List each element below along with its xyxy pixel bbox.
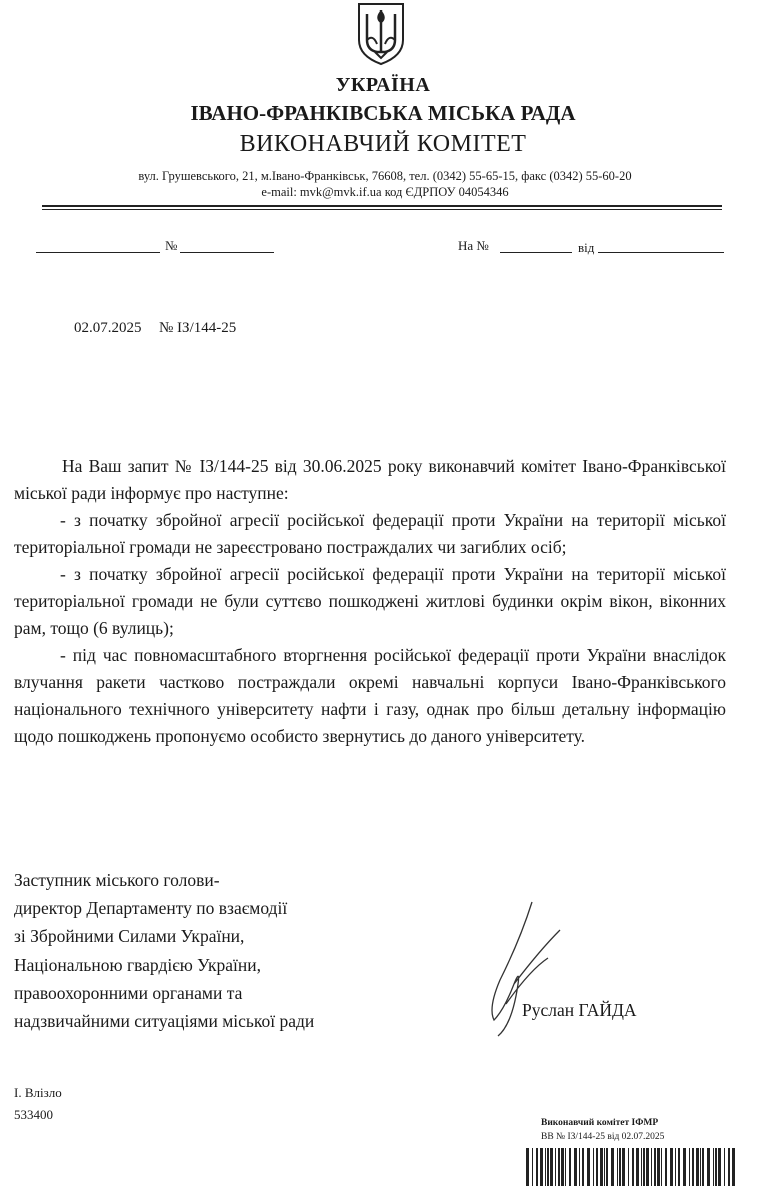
- signatory-title: [14, 866, 314, 1035]
- barcode-bar: [657, 1148, 660, 1186]
- barcode-bar: [715, 1148, 717, 1186]
- signatory-title-line: Національною гвардією України,: [14, 954, 262, 975]
- country-heading: УКРАЇНА: [335, 74, 431, 96]
- barcode-bar: [547, 1148, 549, 1186]
- barcode-bar: [675, 1148, 676, 1186]
- barcode-bar: [651, 1148, 652, 1186]
- barcode-bar: [540, 1148, 543, 1186]
- barcode-bar: [713, 1148, 714, 1186]
- barcode-bar: [718, 1148, 721, 1186]
- stamp-number: ВВ № ІЗ/144-25 від 02.07.2025: [541, 1132, 665, 1142]
- barcode-bar: [670, 1148, 673, 1186]
- list-item: - з початку збройної агресії російської федерації проти України на території міської територіальної громади не були суттєво пошкоджені житлові будинки окрім вікон, віконних рам, тощо (6 вулиць);: [14, 564, 726, 638]
- barcode-bar: [532, 1148, 533, 1186]
- barcode-bar: [641, 1148, 642, 1186]
- barcode-bar: [593, 1148, 594, 1186]
- barcode-bar: [545, 1148, 546, 1186]
- barcode-bar: [692, 1148, 694, 1186]
- barcode-bar: [536, 1148, 538, 1186]
- barcode-bar: [732, 1148, 735, 1186]
- barcode-bar: [728, 1148, 730, 1186]
- barcode-bar: [654, 1148, 656, 1186]
- address-line: вул. Грушевського, 21, м.Івано-Франківськ, 76608, тел. (0342) 55-65-15, факс (0342) 55-60-20: [138, 169, 632, 183]
- barcode-bar: [561, 1148, 564, 1186]
- registration-line: [74, 320, 236, 337]
- coat-of-arms-icon: [355, 0, 407, 66]
- barcode-bar: [526, 1148, 529, 1186]
- barcode-bar: [661, 1148, 662, 1186]
- signatory-title-line: зі Збройними Силами України,: [14, 926, 245, 947]
- outgoing-number-blank: [180, 252, 274, 253]
- barcode-bar: [636, 1148, 639, 1186]
- registration-number: № ІЗ/144-25: [159, 320, 237, 336]
- barcode-bar: [689, 1148, 690, 1186]
- barcode-bar: [611, 1148, 614, 1186]
- barcode-bar: [617, 1148, 618, 1186]
- list-item: - з початку збройної агресії російської федерації проти України на території міської територіальної громади не зареєстровано постраждалих чи загиблих осіб;: [14, 510, 726, 557]
- barcode-bar: [587, 1148, 590, 1186]
- council-heading: ІВАНО-ФРАНКІВСЬКА МІСЬКА РАДА: [190, 101, 576, 125]
- barcode-bar: [565, 1148, 566, 1186]
- barcode-bar: [643, 1148, 645, 1186]
- barcode-bar: [702, 1148, 704, 1186]
- barcode-bar: [579, 1148, 580, 1186]
- reply-number-blank: [500, 252, 572, 253]
- barcode-bar: [558, 1148, 560, 1186]
- list-item: - під час повномасштабного вторгнення російської федерації проти України внаслідок влучання ракети частково постраждали окремі навчальні корпуси Івано-Франківського національного технічного університету нафти і газу, однак про більш детальну інформацію щодо пошкоджень пропонуємо особисто звернутись до даного університету.: [14, 645, 726, 746]
- signatory-title-line: директор Департаменту по взаємодії: [14, 898, 288, 919]
- barcode-bar: [632, 1148, 634, 1186]
- barcode-bar: [665, 1148, 667, 1186]
- barcode-bar: [596, 1148, 598, 1186]
- barcode-bar: [707, 1148, 710, 1186]
- executor-name: І. Влізло: [14, 1085, 62, 1100]
- barcode-bar: [569, 1148, 571, 1186]
- barcode-bar: [574, 1148, 577, 1186]
- barcode-bar: [622, 1148, 625, 1186]
- barcode-bar: [683, 1148, 686, 1186]
- reply-to-label: На №: [458, 238, 489, 253]
- barcode-bar: [582, 1148, 584, 1186]
- barcode-bar: [678, 1148, 680, 1186]
- letter-body: [14, 453, 726, 750]
- registration-date: 02.07.2025: [74, 320, 142, 336]
- reply-date-blank: [598, 252, 724, 253]
- barcode-bar: [628, 1148, 629, 1186]
- signatory-title-line: правоохоронними органами та: [14, 982, 243, 1003]
- executor-phone: 533400: [14, 1107, 53, 1122]
- email-line: e-mail: mvk@mvk.if.ua код ЄДРПОУ 04054346: [261, 185, 509, 199]
- barcode-bar: [619, 1148, 621, 1186]
- signer-name: Руслан ГАЙДА: [522, 1000, 637, 1020]
- barcode-bar: [555, 1148, 556, 1186]
- barcode: [524, 1144, 738, 1188]
- barcode-bar: [600, 1148, 603, 1186]
- barcode-bar: [606, 1148, 608, 1186]
- number-label: №: [165, 238, 178, 253]
- outgoing-date-blank: [36, 252, 160, 253]
- stamp-title: Виконавчий комітет ІФМР: [541, 1118, 659, 1128]
- barcode-bar: [604, 1148, 605, 1186]
- header-divider-thin: [42, 209, 722, 210]
- header-divider: [42, 205, 722, 207]
- barcode-bar: [550, 1148, 553, 1186]
- barcode-bar: [696, 1148, 699, 1186]
- committee-heading: ВИКОНАВЧИЙ КОМІТЕТ: [239, 131, 527, 157]
- from-label: від: [578, 240, 595, 255]
- signatory-title-line: Заступник міського голови-: [14, 870, 220, 890]
- barcode-bar: [724, 1148, 725, 1186]
- signatory-title-line: надзвичайними ситуаціями міської ради: [14, 1011, 315, 1032]
- barcode-bar: [700, 1148, 701, 1186]
- barcode-bar: [646, 1148, 649, 1186]
- intro-paragraph: На Ваш запит № ІЗ/144-25 від 30.06.2025 року виконавчий комітет Івано-Франківської міської ради інформує про наступне:: [14, 456, 726, 503]
- executor-info: [14, 1082, 62, 1126]
